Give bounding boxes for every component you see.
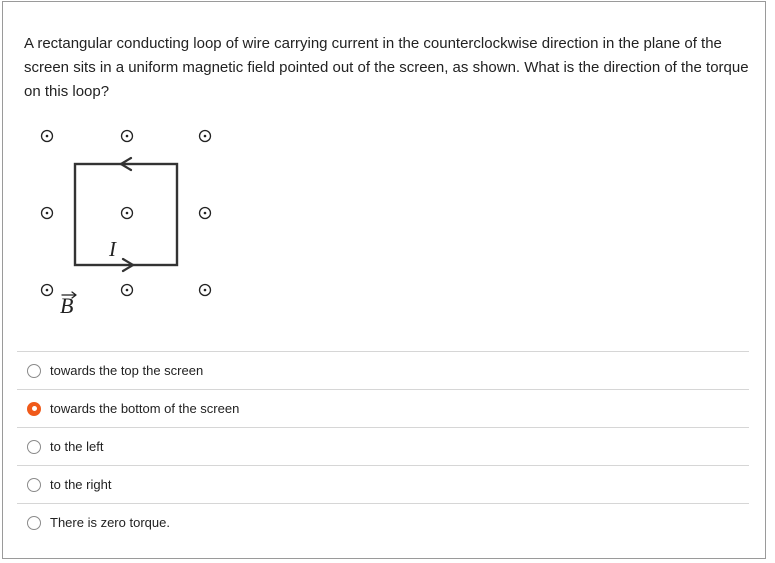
answer-option[interactable]	[17, 351, 749, 389]
question-text: A rectangular conducting loop of wire carrying current in the counterclockwise direction in the plane of the screen sits in a uniform magnetic field pointed out of the screen, as shown. What is the direction of the torque on this loop?	[24, 35, 749, 100]
radio-button[interactable]	[27, 478, 41, 492]
field-out-symbol	[200, 131, 211, 142]
answer-option[interactable]	[17, 503, 749, 541]
field-out-symbol	[200, 208, 211, 219]
question-card	[2, 1, 766, 559]
field-out-symbol	[200, 285, 211, 296]
radio-button[interactable]	[27, 516, 41, 530]
radio-button[interactable]	[27, 402, 41, 416]
radio-button[interactable]	[27, 440, 41, 454]
radio-button[interactable]	[27, 364, 41, 378]
answer-option-label: to the left	[50, 439, 104, 454]
answer-option-label: towards the bottom of the screen	[50, 401, 240, 416]
field-out-symbol	[122, 285, 133, 296]
field-out-symbol	[42, 131, 53, 142]
answer-option[interactable]	[17, 465, 749, 503]
answer-option-label: There is zero torque.	[50, 515, 170, 530]
answer-option-label: to the right	[50, 477, 112, 492]
field-out-symbol	[122, 208, 133, 219]
conducting-loop	[75, 164, 177, 265]
answer-option[interactable]	[17, 389, 749, 427]
current-label: I	[109, 237, 116, 261]
field-out-symbol	[42, 285, 53, 296]
answer-options	[17, 351, 749, 541]
field-out-symbol	[122, 131, 133, 142]
magnetic-field-figure	[33, 122, 223, 322]
field-label: B	[60, 293, 74, 318]
field-out-symbol	[42, 208, 53, 219]
answer-option-label: towards the top the screen	[50, 363, 204, 378]
answer-option[interactable]	[17, 427, 749, 465]
